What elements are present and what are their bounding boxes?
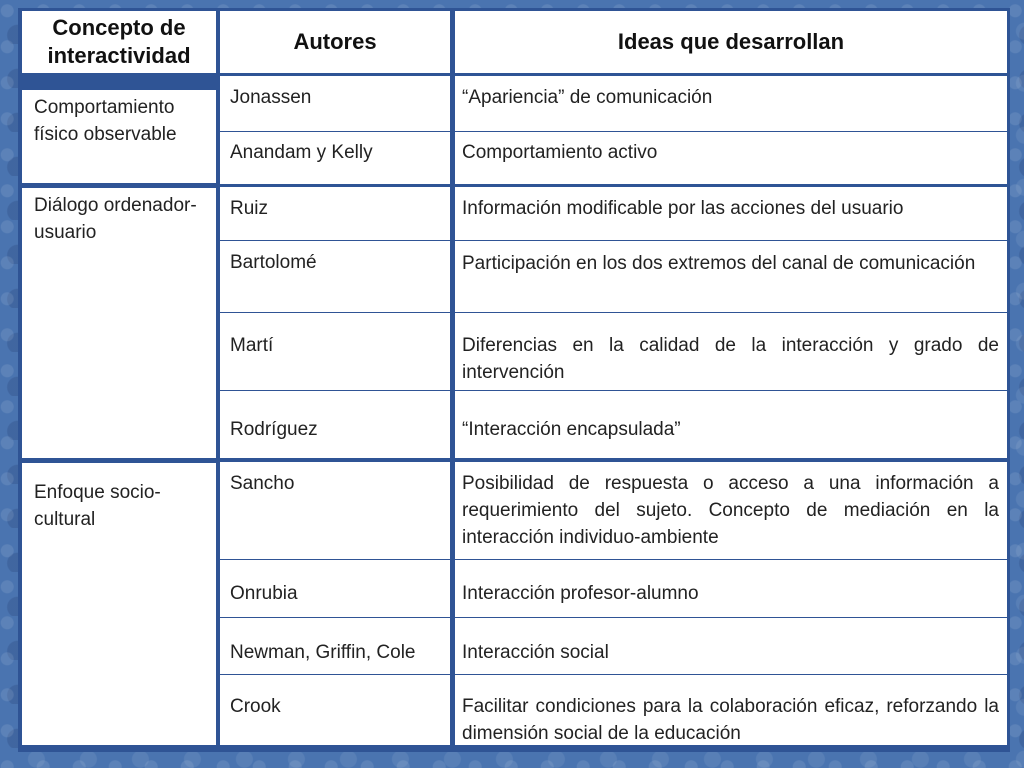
- idea-cell: [455, 76, 1007, 131]
- autor-label: Sancho: [230, 473, 295, 494]
- autor-label: Anandam y Kelly: [230, 142, 373, 163]
- autor-cell: [220, 187, 450, 240]
- header-autores: [220, 11, 450, 73]
- idea-label: Interacción social: [462, 642, 609, 663]
- idea-label: “Interacción encapsulada”: [462, 419, 681, 440]
- concepto-comportamiento: [22, 90, 216, 183]
- idea-cell: [455, 132, 1007, 184]
- header-ideas: [455, 11, 1007, 73]
- autor-cell: [220, 675, 450, 745]
- autor-label: Ruiz: [230, 198, 269, 219]
- autor-label: Jonassen: [230, 87, 312, 108]
- autor-label: Crook: [230, 696, 281, 717]
- idea-label: Información modificable por las acciones del usuario: [462, 198, 904, 219]
- idea-cell: [455, 241, 1007, 312]
- autor-cell: [220, 132, 450, 184]
- autor-cell: [220, 462, 450, 559]
- idea-cell: [455, 462, 1007, 559]
- idea-label: Facilitar condiciones para la colaboración eficaz, reforzando la dimensión social de la educación: [462, 696, 999, 744]
- idea-cell: [455, 187, 1007, 240]
- idea-label: Interacción profesor-alumno: [462, 583, 699, 604]
- autor-label: Bartolomé: [230, 252, 317, 273]
- idea-cell: [455, 313, 1007, 390]
- autor-cell: [220, 391, 450, 458]
- autor-cell: [220, 618, 450, 674]
- idea-label: “Apariencia” de comunicación: [462, 87, 713, 108]
- idea-cell: [455, 618, 1007, 674]
- idea-label: Diferencias en la calidad de la interacción y grado de intervención: [462, 335, 999, 383]
- idea-label: Posibilidad de respuesta o acceso a una información a requerimiento del sujeto. Concepto de mediación en la interacción individuo-ambiente: [462, 473, 999, 548]
- autor-cell: [220, 241, 450, 312]
- autor-cell: [220, 560, 450, 617]
- header-concepto: [22, 11, 216, 73]
- header-autores-label: Autores: [293, 29, 377, 54]
- concepto-label: Comportamiento físico observable: [34, 97, 177, 145]
- concepto-dialogo: [22, 188, 216, 458]
- autor-label: Newman, Griffin, Cole: [230, 642, 416, 663]
- header-ideas-label: Ideas que desarrollan: [617, 29, 845, 54]
- idea-cell: [455, 560, 1007, 617]
- idea-label: Comportamiento activo: [462, 142, 658, 163]
- autor-cell: [220, 313, 450, 390]
- idea-cell: [455, 675, 1007, 745]
- idea-label: Participación en los dos extremos del canal de comunicación: [462, 253, 976, 274]
- concepto-label: Enfoque socio-cultural: [34, 482, 161, 530]
- concepto-label: Diálogo ordenador-usuario: [34, 195, 197, 243]
- idea-cell: [455, 391, 1007, 458]
- autor-label: Rodríguez: [230, 419, 318, 440]
- concepto-enfoque: [22, 463, 216, 745]
- autor-label: Onrubia: [230, 583, 298, 604]
- autor-cell: [220, 76, 450, 131]
- header-concepto-label: Concepto de interactividad: [47, 15, 191, 68]
- autor-label: Martí: [230, 335, 274, 356]
